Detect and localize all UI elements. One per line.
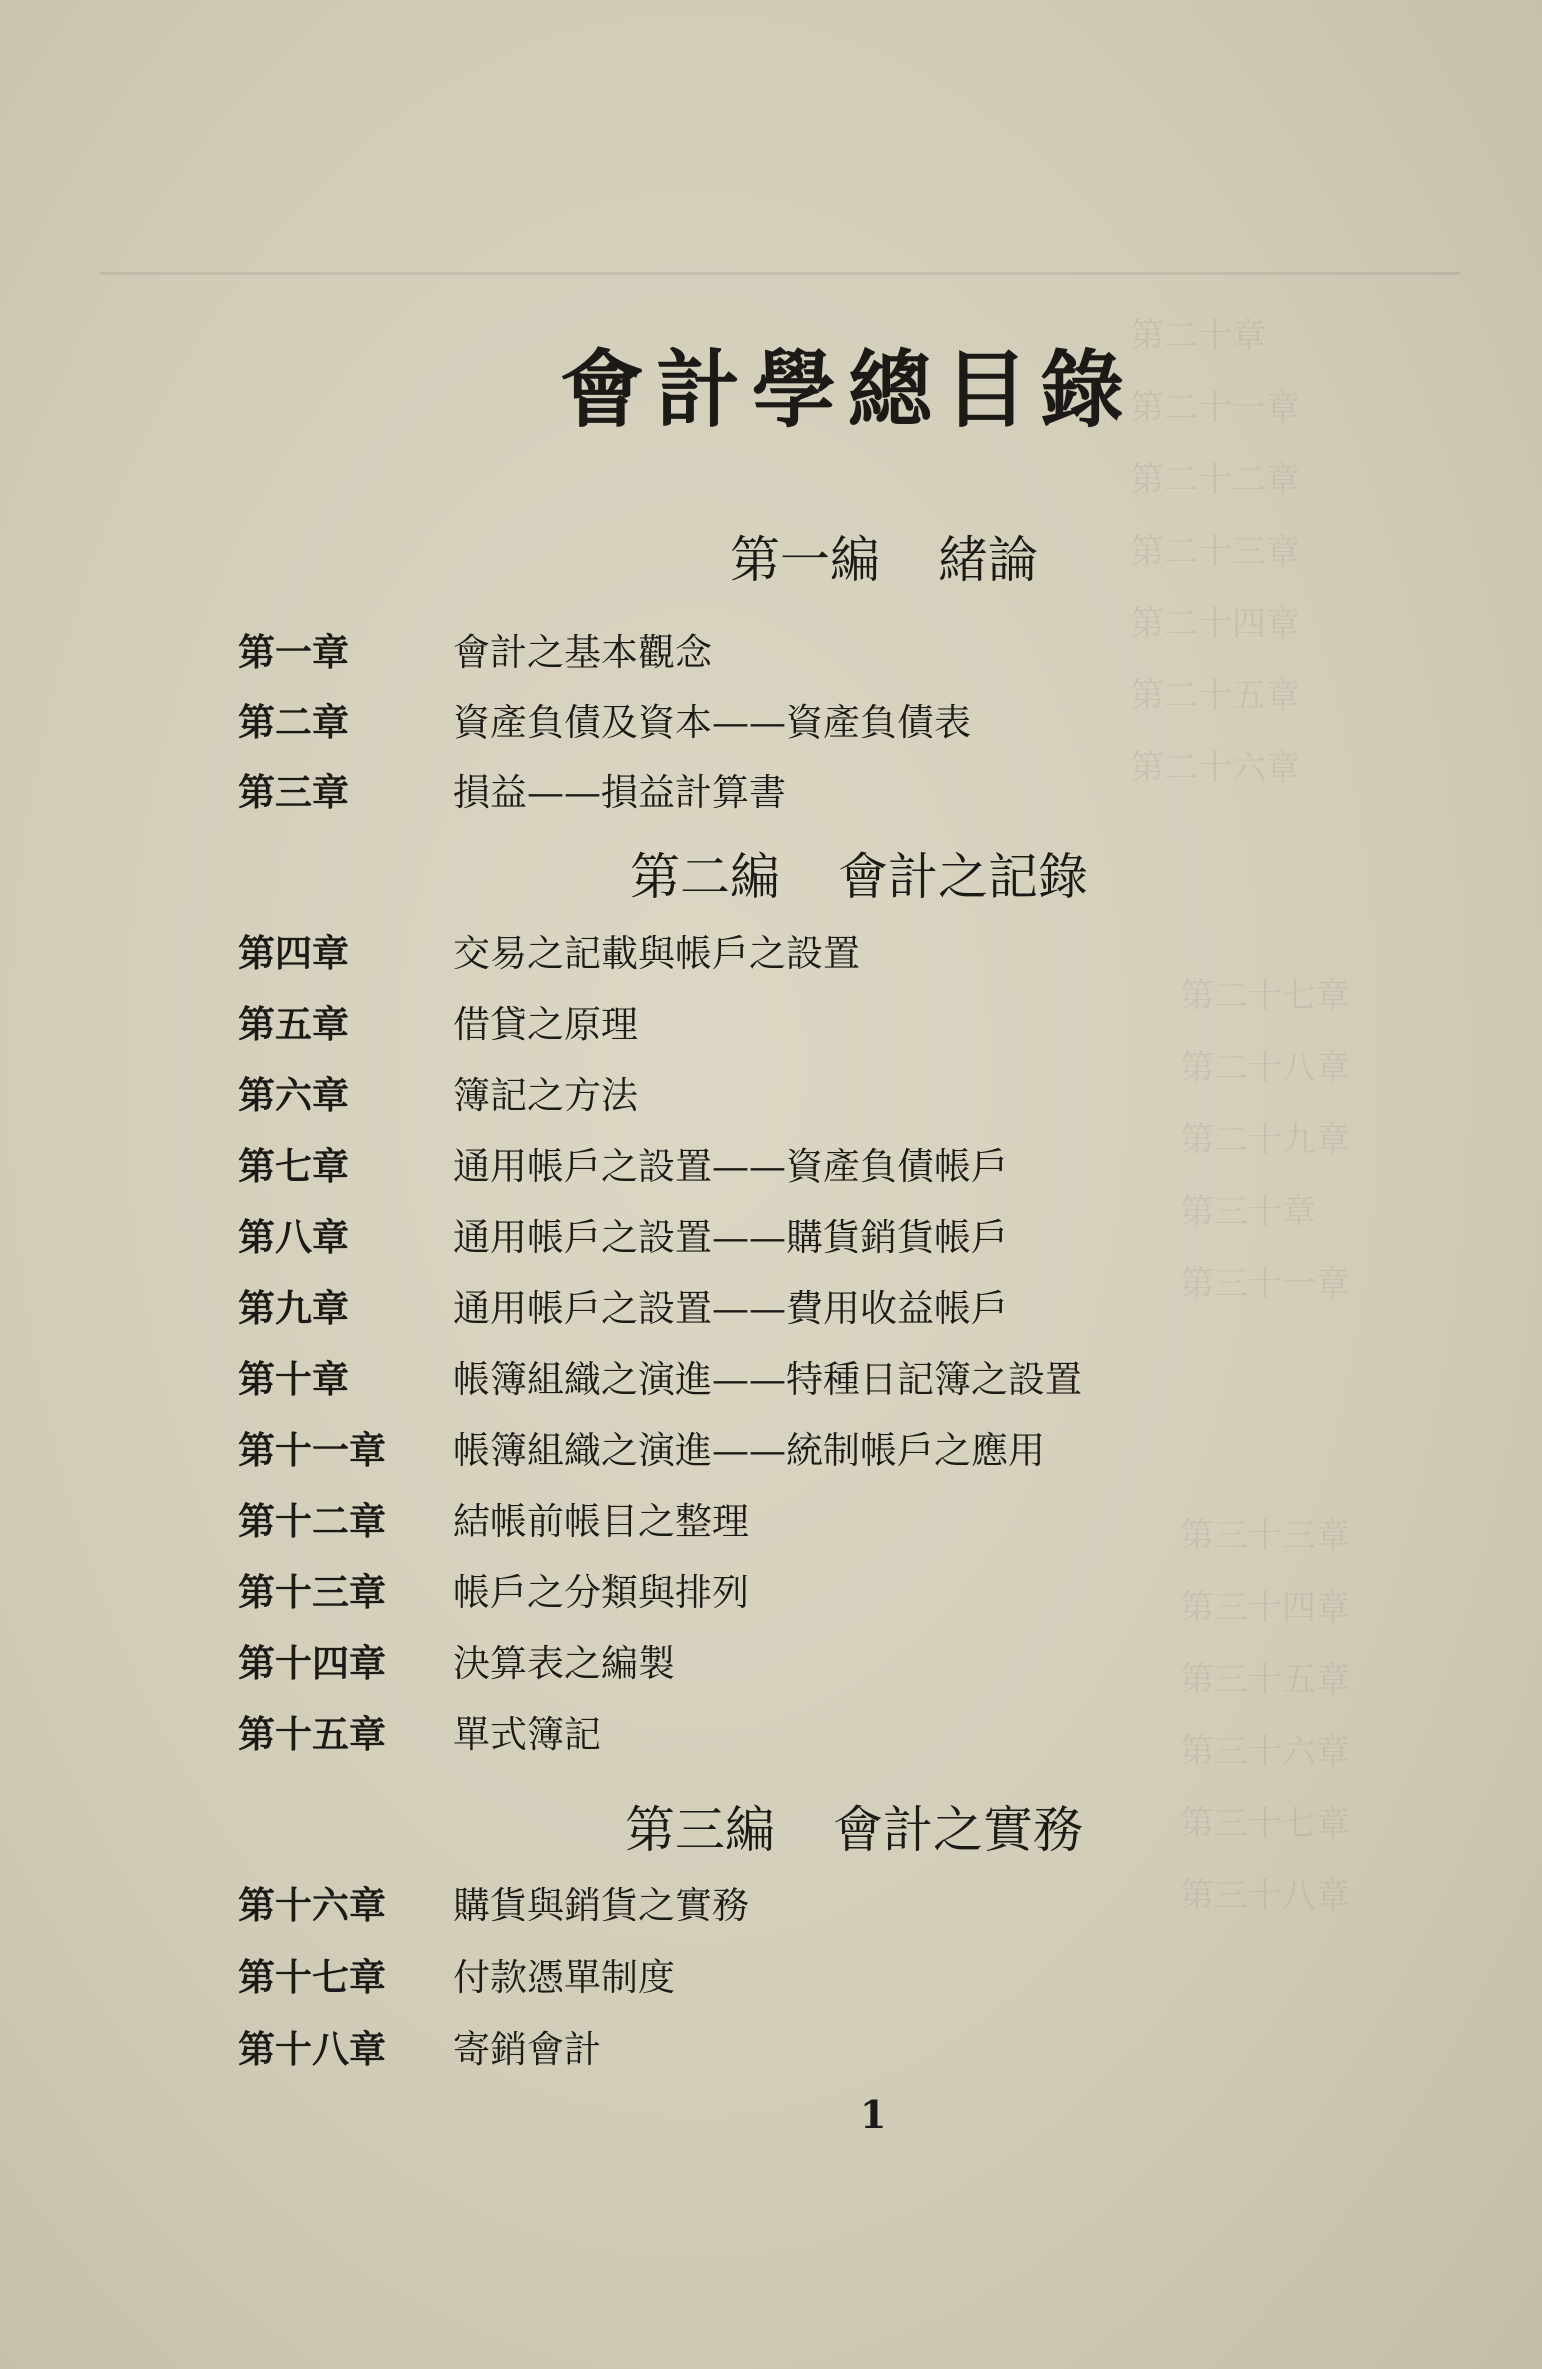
chapter-entry xyxy=(238,697,971,748)
chapter-entry xyxy=(238,1952,675,2003)
part-title: 緒論 xyxy=(938,531,1038,589)
chapter-number: 第十四章 xyxy=(238,1641,386,1685)
chapter-entry xyxy=(238,627,712,678)
chapter-title: 借貸之原理 xyxy=(453,1003,638,1046)
chapter-number: 第七章 xyxy=(238,1144,349,1188)
chapter-number: 第八章 xyxy=(238,1215,349,1259)
chapter-title: 通用帳戶之設置——費用收益帳戶 xyxy=(453,1287,1008,1330)
chapter-entry xyxy=(238,1425,1045,1476)
chapter-entry xyxy=(238,1496,749,1547)
chapter-title: 單式簿記 xyxy=(453,1713,601,1756)
chapter-title: 會計之基本觀念 xyxy=(453,631,712,674)
chapter-title: 通用帳戶之設置——購貨銷貨帳戶 xyxy=(453,1216,1008,1259)
chapter-number: 第十章 xyxy=(238,1357,349,1401)
chapter-title: 資產負債及資本——資產負債表 xyxy=(453,701,971,744)
chapter-title: 寄銷會計 xyxy=(453,2028,601,2071)
part-number: 第三編 xyxy=(625,1801,775,1859)
chapter-number: 第十二章 xyxy=(238,1499,386,1543)
chapter-title: 帳簿組織之演進——特種日記簿之設置 xyxy=(453,1358,1082,1401)
part-number: 第二編 xyxy=(630,848,780,906)
show-through-text: 第三十三章 第三十四章 第三十五章 第三十六章 第三十七章 第三十八章 xyxy=(1180,1516,1350,1916)
chapter-entry xyxy=(238,1567,749,1618)
chapter-title: 結帳前帳目之整理 xyxy=(453,1500,749,1543)
part-title: 會計之實務 xyxy=(833,1801,1083,1859)
part-heading xyxy=(730,530,1038,590)
chapter-entry xyxy=(238,2024,601,2075)
chapter-number: 第十七章 xyxy=(238,1955,386,1999)
chapter-entry xyxy=(238,1212,1008,1263)
chapter-title: 決算表之編製 xyxy=(453,1642,675,1685)
chapter-entry xyxy=(238,1070,638,1121)
chapter-entry xyxy=(238,767,786,818)
chapter-number: 第一章 xyxy=(238,630,349,674)
chapter-number: 第十五章 xyxy=(238,1712,386,1756)
chapter-entry xyxy=(238,1283,1008,1334)
chapter-entry xyxy=(238,1880,749,1931)
chapter-title: 帳簿組織之演進——統制帳戶之應用 xyxy=(453,1429,1045,1472)
page-number: 1 xyxy=(860,2092,887,2137)
chapter-number: 第二章 xyxy=(238,700,349,744)
chapter-entry xyxy=(238,928,860,979)
chapter-number: 第十三章 xyxy=(238,1570,386,1614)
chapter-number: 第十六章 xyxy=(238,1883,386,1927)
chapter-entry xyxy=(238,1709,601,1760)
chapter-entry xyxy=(238,999,638,1050)
show-through-rule xyxy=(100,272,1460,275)
chapter-number: 第六章 xyxy=(238,1073,349,1117)
chapter-entry xyxy=(238,1638,675,1689)
part-heading xyxy=(625,1800,1083,1860)
chapter-title: 購貨與銷貨之實務 xyxy=(453,1884,749,1927)
show-through-text: 第二十章 第二十一章 第二十二章 第二十三章 第二十四章 第二十五章 第二十六章 xyxy=(1130,316,1300,788)
chapter-entry xyxy=(238,1354,1082,1405)
chapter-title: 帳戶之分類與排列 xyxy=(453,1571,749,1614)
chapter-entry xyxy=(238,1141,1008,1192)
chapter-number: 第五章 xyxy=(238,1002,349,1046)
chapter-title: 付款憑單制度 xyxy=(453,1956,675,1999)
book-title: 會計學總目錄 xyxy=(560,340,1137,439)
show-through-text: 第二十七章 第二十八章 第二十九章 第三十章 第三十一章 xyxy=(1180,976,1350,1304)
chapter-title: 損益——損益計算書 xyxy=(453,771,786,814)
chapter-title: 通用帳戶之設置——資產負債帳戶 xyxy=(453,1145,1008,1188)
part-heading xyxy=(630,847,1088,907)
chapter-title: 交易之記載與帳戶之設置 xyxy=(453,932,860,975)
chapter-number: 第三章 xyxy=(238,770,349,814)
chapter-number: 第四章 xyxy=(238,931,349,975)
chapter-title: 簿記之方法 xyxy=(453,1074,638,1117)
part-number: 第一編 xyxy=(730,531,880,589)
part-title: 會計之記錄 xyxy=(838,848,1088,906)
chapter-number: 第十八章 xyxy=(238,2027,386,2071)
chapter-number: 第九章 xyxy=(238,1286,349,1330)
chapter-number: 第十一章 xyxy=(238,1428,386,1472)
